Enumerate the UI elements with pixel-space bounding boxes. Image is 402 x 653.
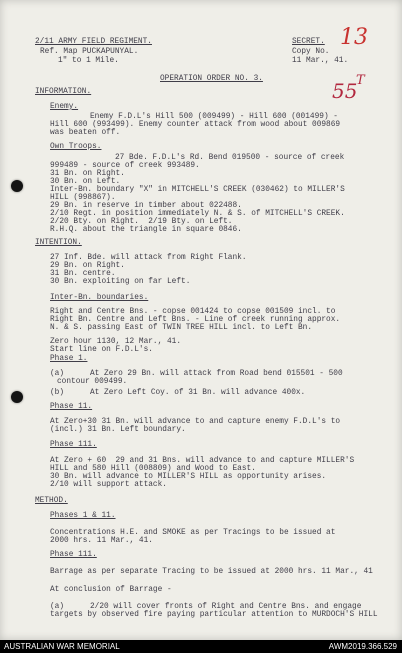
copy-number-label: Copy No. xyxy=(292,48,330,56)
text-line: At Zero + 60 29 and 31 Bns. will advance to and capture MILLER'S xyxy=(50,457,355,465)
text-line: 2/20 Bty. on Right. 2/19 Bty. on Left. xyxy=(50,218,233,226)
order-title: OPERATION ORDER NO. 3. xyxy=(160,75,263,83)
text-line: Hill 600 (993499). Enemy counter attack from wood about 009869 xyxy=(50,121,341,129)
text-line: Inter-Bn. boundary "X" in MITCHELL'S CREEK (030462) to MILLER'S xyxy=(50,186,345,194)
text-line: 30 Bn. exploiting on far Left. xyxy=(50,278,191,286)
handwritten-copy-number: 13 xyxy=(340,25,368,50)
footer-institution: AUSTRALIAN WAR MEMORIAL xyxy=(4,642,120,651)
text-line: Concentrations H.E. and SMOKE as per Tracings to be issued at xyxy=(50,529,336,537)
handwritten-folio-suffix: T xyxy=(356,73,365,88)
subheading-own-troops: Own Troops. xyxy=(50,143,102,151)
classification: SECRET. xyxy=(292,38,325,46)
text-line: Right and Centre Bns. - copse 001424 to copse 001509 incl. to xyxy=(50,308,336,316)
text-line: 2/10 will support attack. xyxy=(50,481,167,489)
item-label: (a) xyxy=(50,603,65,611)
section-heading-information: INFORMATION. xyxy=(35,88,92,96)
text-line: 27 Bde. F.D.L's Rd. Bend 019500 - source of creek xyxy=(115,154,345,162)
text-line: 999489 - source of creek 993489. xyxy=(50,162,200,170)
subheading-phases-1-2: Phases 1 & 11. xyxy=(50,512,116,520)
text-line: 27 Inf. Bde. will attack from Right Flank. xyxy=(50,254,247,262)
subheading-enemy: Enemy. xyxy=(50,103,79,111)
order-date: 11 Mar., 41. xyxy=(292,57,349,65)
text-line: 30 Bn. will advance to MILLER'S HILL as opportunity arises. xyxy=(50,473,327,481)
text-line: Barrage as per separate Tracing to be issued at 2000 hrs. 11 Mar., 41 xyxy=(50,568,373,576)
section-heading-intention: INTENTION. xyxy=(35,239,82,247)
punch-hole xyxy=(11,180,23,192)
unit-heading: 2/11 ARMY FIELD REGIMENT. xyxy=(35,38,152,46)
text-line: 2/10 Regt. in position immediately N. & S. of MITCHELL'S CREEK. xyxy=(50,210,345,218)
section-heading-method: METHOD. xyxy=(35,497,68,505)
item-label: (b) xyxy=(50,389,65,397)
text-line: HILL (998867). xyxy=(50,194,116,202)
text-line: 31 Bn. on Right. xyxy=(50,170,125,178)
text-line: At Zero 29 Bn. will attack from Road bend 015501 - 500 xyxy=(90,370,343,378)
punch-hole xyxy=(11,391,23,403)
subheading-phase-3: Phase 111. xyxy=(50,551,97,559)
text-line: At Zero+30 31 Bn. will advance to and capture enemy F.D.L's to xyxy=(50,418,341,426)
text-line: Right Bn. Centre and Left Bns. - Line of creek running approx. xyxy=(50,316,341,324)
text-line: contour 009499. xyxy=(57,378,128,386)
item-label: (a) xyxy=(50,370,65,378)
text-line: 29 Bn. in reserve in timber about 022488. xyxy=(50,202,242,210)
start-line-line: Start line on F.D.L's. xyxy=(50,346,153,354)
text-line: Enemy F.D.L's Hill 500 (009499) - Hill 600 (001499) - xyxy=(90,113,338,121)
text-line: 2000 hrs. 11 Mar., 41. xyxy=(50,537,153,545)
reference-map: Ref. Map PUCKAPUNYAL. xyxy=(40,48,139,56)
text-line: N. & S. passing East of TWIN TREE HILL incl. to Left Bn. xyxy=(50,324,313,332)
handwritten-folio-number: 55 xyxy=(332,79,358,103)
text-line: 29 Bn. on Right. xyxy=(50,262,125,270)
zero-hour-line: Zero hour 1130, 12 Mar., 41. xyxy=(50,338,182,346)
text-line: At Zero Left Coy. of 31 Bn. will advance 400x. xyxy=(90,389,306,397)
text-line: (incl.) 31 Bn. Left boundary. xyxy=(50,426,186,434)
map-scale: 1" to 1 Mile. xyxy=(58,57,119,65)
text-line: 30 Bn. on Left. xyxy=(50,178,121,186)
text-line: was beaten off. xyxy=(50,129,121,137)
text-line: R.H.Q. about the triangle in square 0846. xyxy=(50,226,242,234)
archive-footer xyxy=(0,640,402,653)
footer-reference: AWM2019.366.529 xyxy=(328,642,397,651)
text-line: 31 Bn. centre. xyxy=(50,270,116,278)
subheading-inter-bn-boundaries: Inter-Bn. boundaries. xyxy=(50,294,149,302)
text-line: targets by observed fire paying particular attention to MURDOCH'S HILL xyxy=(50,611,378,619)
text-line: 2/20 will cover fronts of Right and Centre Bns. and engage xyxy=(90,603,362,611)
text-line: At conclusion of Barrage - xyxy=(50,586,172,594)
text-line: HILL and 580 Hill (008809) and Wood to East. xyxy=(50,465,256,473)
subheading-phase-1: Phase 1. xyxy=(50,355,88,363)
subheading-phase-2: Phase 11. xyxy=(50,403,93,411)
subheading-phase-3: Phase 111. xyxy=(50,441,97,449)
